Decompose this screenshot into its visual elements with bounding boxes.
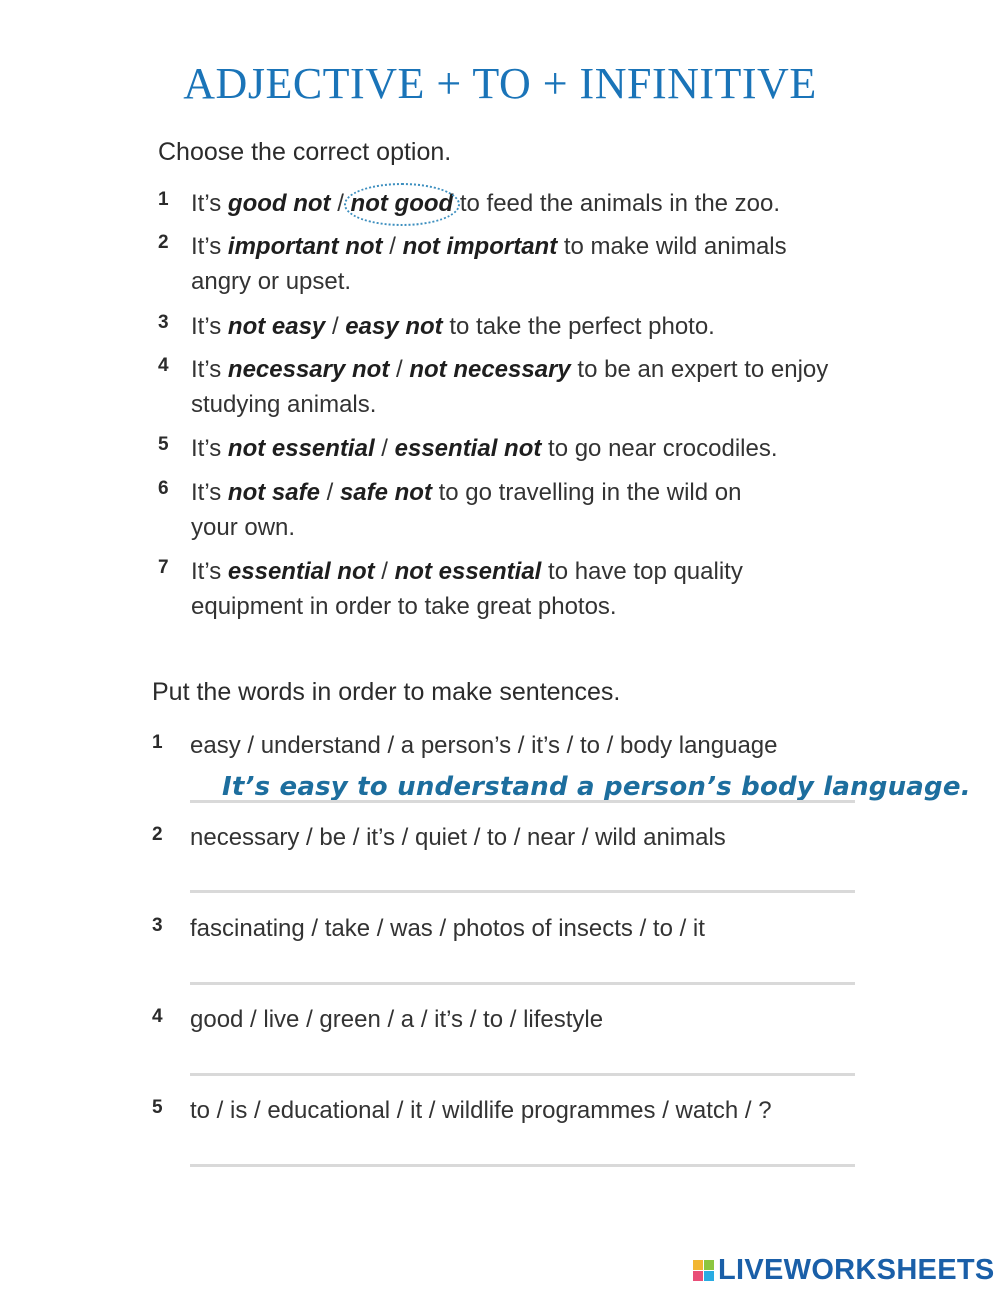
option-1[interactable]: necessary not [227,356,390,383]
item-number: 4 [158,355,169,376]
answer-line-1[interactable] [190,800,855,803]
section1-instruction: Choose the correct option. [158,138,452,166]
item-text: It’s not essential / essential not to go near crocodiles. [191,435,778,462]
scrambled-words: easy / understand / a person’s / it’s / to / body language [190,732,778,759]
scrambled-words: fascinating / take / was / photos of insects / to / it [190,915,705,942]
item-text: It’s necessary not / not necessary to be an expert to enjoy studying animals. [191,356,829,418]
item-text: It’s essential not / not essential to have top quality equipment in order to take great photos. [191,558,743,620]
example-answer: It’s easy to understand a person’s body language. [222,772,971,802]
scrambled-words: necessary / be / it’s / quiet / to / near / wild animals [190,824,726,851]
option-1[interactable]: important not [227,233,383,260]
answer-line-4[interactable] [190,1073,855,1076]
liveworksheets-logo-icon [693,1260,714,1281]
logo-text: LIVEWORKSHEETS [718,1254,995,1286]
item-number: 3 [152,915,163,936]
option-1[interactable]: not safe [227,479,320,506]
option-2[interactable]: essential not [394,435,542,462]
item-number: 2 [152,824,163,845]
scrambled-words: good / live / green / a / it’s / to / lifestyle [190,1006,604,1033]
option-2[interactable]: safe not [339,479,432,506]
answer-line-2[interactable] [190,890,855,893]
item-number: 7 [158,557,169,578]
option-1[interactable]: not essential [227,435,375,462]
page-title: ADJECTIVE + TO + INFINITIVE [183,59,817,108]
section2-instruction: Put the words in order to make sentences. [152,678,621,706]
option-2[interactable]: not essential [394,558,542,585]
option-2[interactable]: not necessary [409,356,571,383]
item-text: It’s good not / not good to feed the animals in the zoo. [191,186,851,221]
item-number: 1 [158,189,169,210]
item-text: It’s important not / not important to make wild animals angry or upset. [191,233,787,295]
answer-line-3[interactable] [190,982,855,985]
item-number: 5 [158,434,169,455]
liveworksheets-logo[interactable] [693,1254,995,1287]
option-2[interactable]: not important [402,233,558,260]
item-number: 5 [152,1097,163,1118]
answer-line-5[interactable] [190,1164,855,1167]
item-number: 4 [152,1006,163,1027]
option-1[interactable]: not easy [227,313,326,340]
item-number: 3 [158,312,169,333]
option-1[interactable]: essential not [227,558,375,585]
item-text: It’s not easy / easy not to take the perfect photo. [191,313,715,340]
option-2-selected[interactable]: not good [351,186,454,221]
selection-circle [344,183,461,226]
item-number: 1 [152,732,163,753]
item-number: 2 [158,232,169,253]
item-number: 6 [158,478,169,499]
option-1[interactable]: good not [227,190,331,217]
scrambled-words: to / is / educational / it / wildlife programmes / watch / ? [190,1097,772,1124]
option-2[interactable]: easy not [345,313,443,340]
item-text: It’s not safe / safe not to go travelling in the wild on your own. [191,479,742,541]
